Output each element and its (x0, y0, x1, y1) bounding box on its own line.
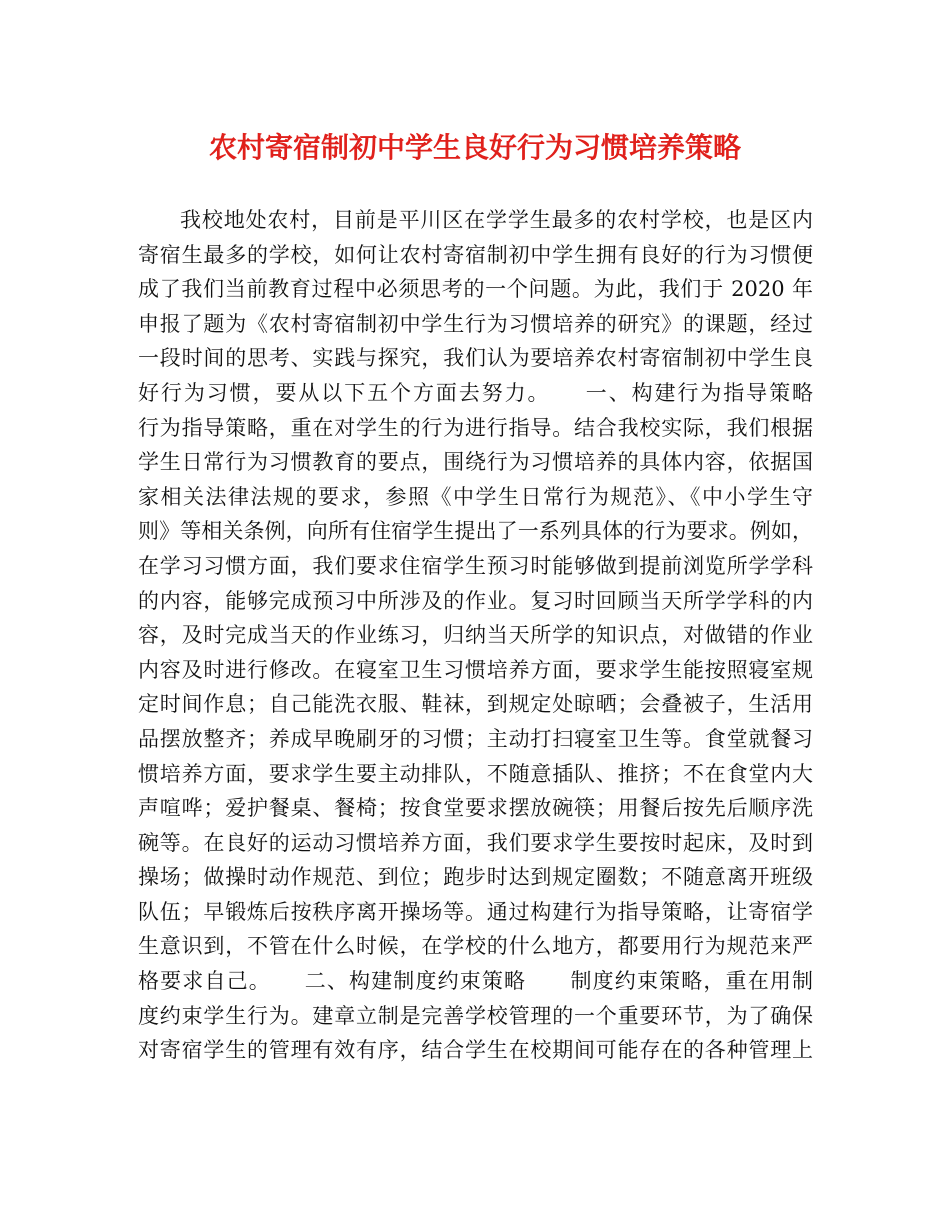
body-line: 操场；做操时动作规范、到位；跑步时达到规定圈数；不随意离开班级 (138, 865, 813, 890)
body-line: 对寄宿学生的管理有效有序，结合学生在校期间可能存在的各种管理上 (138, 1038, 813, 1063)
body-line: 品摆放整齐；养成早晚刷牙的习惯；主动打扫寝室卫生等。食堂就餐习 (138, 726, 813, 751)
document-title: 农村寄宿制初中学生良好行为习惯培养策略 (208, 131, 741, 164)
body-line: 惯培养方面，要求学生要主动排队，不随意插队、推挤；不在食堂内大 (138, 761, 813, 786)
body-line: 容，及时完成当天的作业练习，归纳当天所学的知识点，对做错的作业 (138, 623, 813, 648)
body-line: 队伍；早锻炼后按秩序离开操场等。通过构建行为指导策略，让寄宿学 (138, 899, 813, 924)
body-line: 成了我们当前教育过程中必须思考的一个问题。为此，我们于 2020 年 (138, 277, 813, 302)
body-line: 行为指导策略，重在对学生的行为进行指导。结合我校实际，我们根据 (138, 415, 813, 440)
body-line: 定时间作息；自己能洗衣服、鞋袜，到规定处晾晒；会叠被子，生活用 (138, 692, 813, 717)
body-line: 的内容，能够完成预习中所涉及的作业。复习时回顾当天所学学科的内 (138, 588, 813, 613)
body-line: 度约束学生行为。建章立制是完善学校管理的一个重要环节，为了确保 (138, 1003, 813, 1028)
body-line: 好行为习惯，要从以下五个方面去努力。 一、构建行为指导策略 (138, 380, 813, 405)
body-line: 我校地处农村，目前是平川区在学学生最多的农村学校，也是区内 (180, 208, 813, 232)
body-line: 在学习习惯方面，我们要求住宿学生预习时能够做到提前浏览所学学科 (138, 553, 813, 578)
body-line: 声喧哗；爱护餐桌、餐椅；按食堂要求摆放碗筷；用餐后按先后顺序洗 (138, 796, 813, 821)
body-line: 一段时间的思考、实践与探究，我们认为要培养农村寄宿制初中学生良 (138, 346, 813, 371)
body-line: 内容及时进行修改。在寝室卫生习惯培养方面，要求学生能按照寝室规 (138, 657, 813, 682)
body-line: 学生日常行为习惯教育的要点，围绕行为习惯培养的具体内容，依据国 (138, 450, 813, 475)
body-line: 寄宿生最多的学校，如何让农村寄宿制初中学生拥有良好的行为习惯便 (138, 242, 813, 267)
body-line: 申报了题为《农村寄宿制初中学生行为习惯培养的研究》的课题，经过 (138, 311, 813, 336)
body-line: 家相关法律法规的要求，参照《中学生日常行为规范》、《中小学生守 (138, 484, 813, 509)
body-line: 生意识到，不管在什么时候，在学校的什么地方，都要用行为规范来严 (138, 934, 813, 959)
document-body (138, 203, 813, 1068)
body-line: 则》等相关条例，向所有住宿学生提出了一系列具体的行为要求。例如， (138, 519, 813, 544)
body-line: 碗等。在良好的运动习惯培养方面，我们要求学生要按时起床，及时到 (138, 830, 813, 855)
body-line: 格要求自己。 二、构建制度约束策略 制度约束策略，重在用制 (138, 969, 813, 994)
